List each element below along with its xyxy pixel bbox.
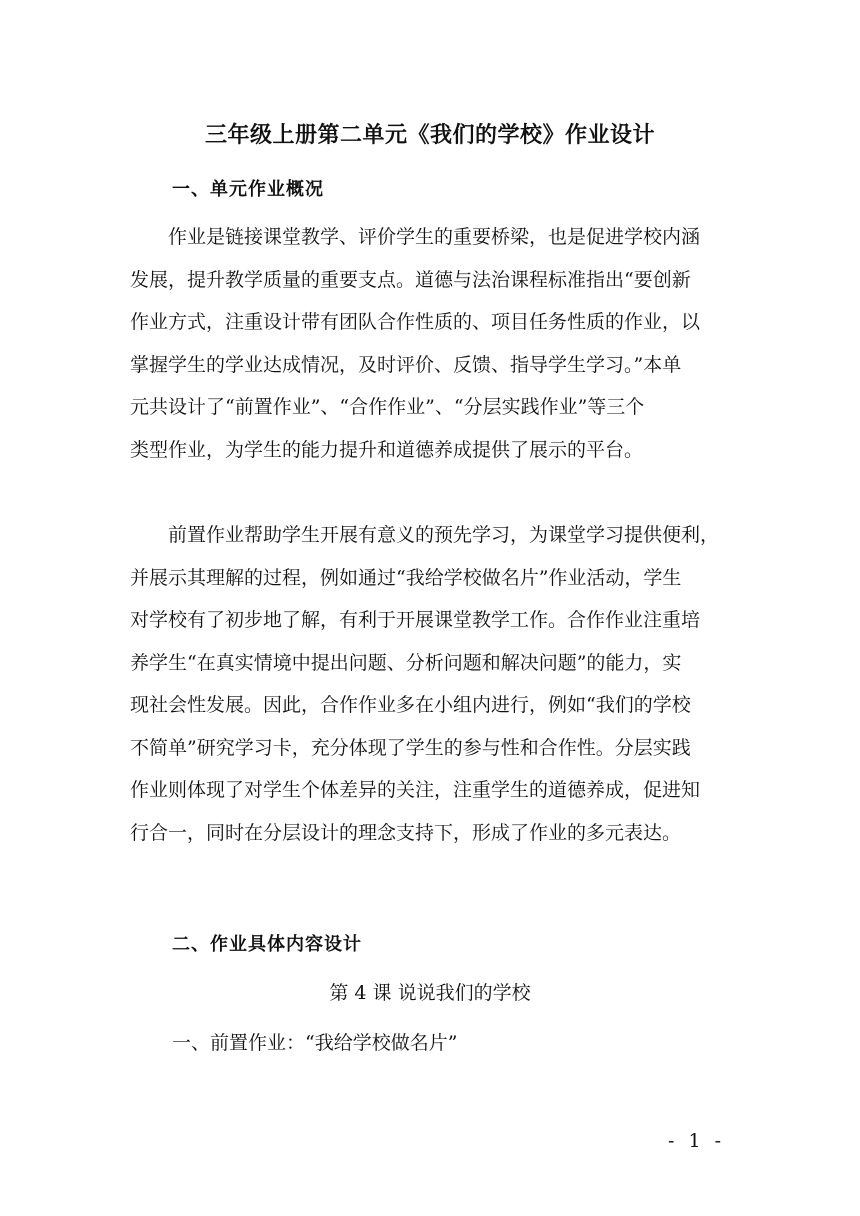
paragraph-line: 作业是链接课堂教学、评价学生的重要桥梁，也是促进学校内涵 [130, 226, 701, 248]
paragraph-line: 行合一，同时在分层设计的理念支持下，形成了作业的多元表达。 [130, 821, 682, 844]
lesson-title: 第 4 课 说说我们的学校 [329, 982, 531, 1004]
document-title: 三年级上册第二单元《我们的学校》作业设计 [204, 123, 655, 148]
pre-homework-heading: 一、前置作业：“我给学校做名片” [172, 1032, 458, 1054]
paragraph-line: 发展，提升教学质量的重要支点。道德与法治课程标准指出“要创新 [130, 268, 691, 291]
paragraph-line: 作业方式，注重设计带有团队合作性质的、项目任务性质的作业，以 [130, 311, 701, 333]
paragraph-line: 不简单”研究学习卡，充分体现了学生的参与性和合作性。分层实践 [130, 736, 691, 759]
paragraph-line: 元共设计了“前置作业”、“合作作业”、“分层实践作业”等三个 [130, 396, 645, 418]
paragraph-line: 现社会性发展。因此，合作作业多在小组内进行，例如“我们的学校 [130, 694, 691, 716]
section-heading-content: 二、作业具体内容设计 [172, 934, 362, 955]
paragraph-line: 掌握学生的学业达成情况，及时评价、反馈、指导学生学习。”本单 [130, 353, 682, 376]
paragraph-line: 作业则体现了对学生个体差异的关注，注重学生的道德养成，促进知 [130, 779, 701, 801]
paragraph-line: 养学生“在真实情境中提出问题、分析问题和解决问题”的能力，实 [130, 651, 682, 674]
paragraph-line: 并展示其理解的过程，例如通过“我给学校做名片”作业活动，学生 [130, 566, 682, 589]
paragraph-line: 对学校有了初步地了解，有利于开展课堂教学工作。合作作业注重培 [130, 609, 701, 631]
paragraph-line: 类型作业，为学生的能力提升和道德养成提供了展示的平台。 [130, 438, 644, 461]
paragraph-homework-types [130, 514, 735, 854]
page-number: - 1 - [668, 1130, 726, 1152]
paragraph-line: 前置作业帮助学生开展有意义的预先学习，为课堂学习提供便利， [130, 524, 720, 546]
paragraph-overview [130, 216, 735, 471]
section-heading-overview: 一、单元作业概况 [172, 179, 324, 200]
